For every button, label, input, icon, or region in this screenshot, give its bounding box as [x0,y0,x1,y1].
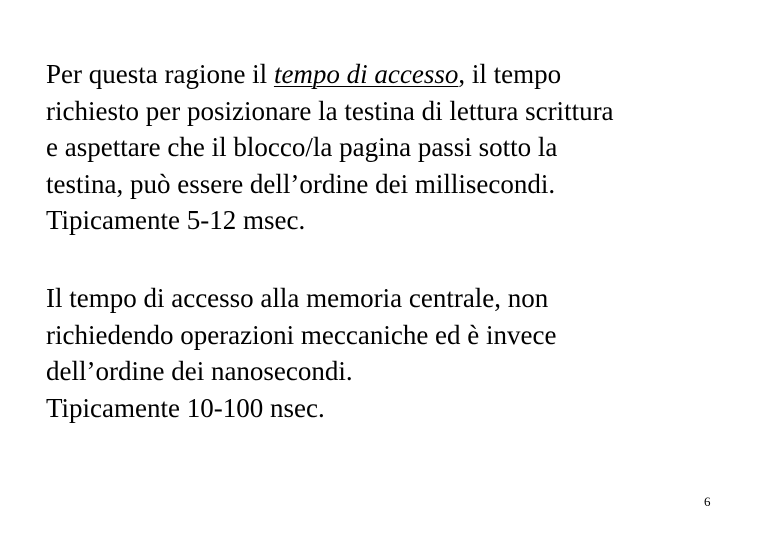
text-line: richiesto per posizionare la testina di lettura scrittura [46,95,614,126]
emphasized-term: tempo di accesso [273,59,459,89]
text-segment: Per questa ragione il [46,59,274,89]
text-line: dell’ordine dei nanosecondi. [46,356,353,386]
text-line: Tipicamente 5-12 msec. [46,205,306,235]
text-line: e aspettare che il blocco/la pagina passi sotto la [46,132,558,162]
text-line: Tipicamente 10-100 nsec. [46,392,325,423]
text-segment: , il tempo [458,59,562,89]
page-number: 6 [704,494,711,509]
text-line: testina, può essere dell’ordine dei millisecondi. [46,168,556,199]
paragraph-disk-access-time [46,56,746,239]
text-line: Il tempo di accesso alla memoria centrale, non [46,283,549,313]
text-line: richiedendo operazioni meccaniche ed è invece [46,319,557,350]
text-line [46,56,746,93]
paragraph-memory-access-time [46,280,746,426]
